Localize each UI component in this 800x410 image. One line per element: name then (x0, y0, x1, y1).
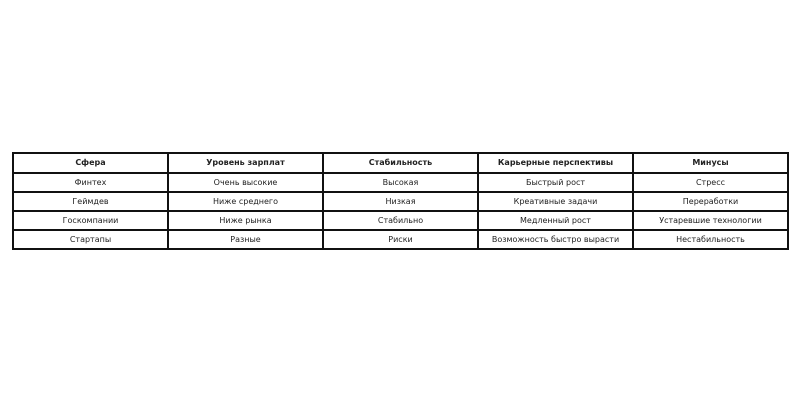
header-career-prospects: Карьерные перспективы (478, 153, 633, 173)
cell-salary-level: Ниже среднего (168, 192, 323, 211)
cell-career-prospects: Возможность быстро вырасти (478, 230, 633, 249)
cell-stability: Высокая (323, 173, 478, 192)
cell-cons: Устаревшие технологии (633, 211, 788, 230)
table-row (13, 230, 788, 249)
cell-stability: Риски (323, 230, 478, 249)
header-stability: Стабильность (323, 153, 478, 173)
cell-career-prospects: Медленный рост (478, 211, 633, 230)
header-sphere: Сфера (13, 153, 168, 173)
header-cons: Минусы (633, 153, 788, 173)
cell-career-prospects: Креативные задачи (478, 192, 633, 211)
cell-career-prospects: Быстрый рост (478, 173, 633, 192)
cell-sphere: Геймдев (13, 192, 168, 211)
table-header-row (13, 153, 788, 173)
cell-sphere: Финтех (13, 173, 168, 192)
cell-sphere: Госкомпании (13, 211, 168, 230)
table-row (13, 173, 788, 192)
header-salary-level: Уровень зарплат (168, 153, 323, 173)
comparison-table-container (12, 152, 789, 250)
table-row (13, 192, 788, 211)
cell-salary-level: Ниже рынка (168, 211, 323, 230)
comparison-table (12, 152, 789, 250)
table-row (13, 211, 788, 230)
cell-cons: Нестабильность (633, 230, 788, 249)
cell-stability: Стабильно (323, 211, 478, 230)
cell-sphere: Стартапы (13, 230, 168, 249)
cell-cons: Стресс (633, 173, 788, 192)
cell-salary-level: Очень высокие (168, 173, 323, 192)
cell-stability: Низкая (323, 192, 478, 211)
cell-cons: Переработки (633, 192, 788, 211)
cell-salary-level: Разные (168, 230, 323, 249)
